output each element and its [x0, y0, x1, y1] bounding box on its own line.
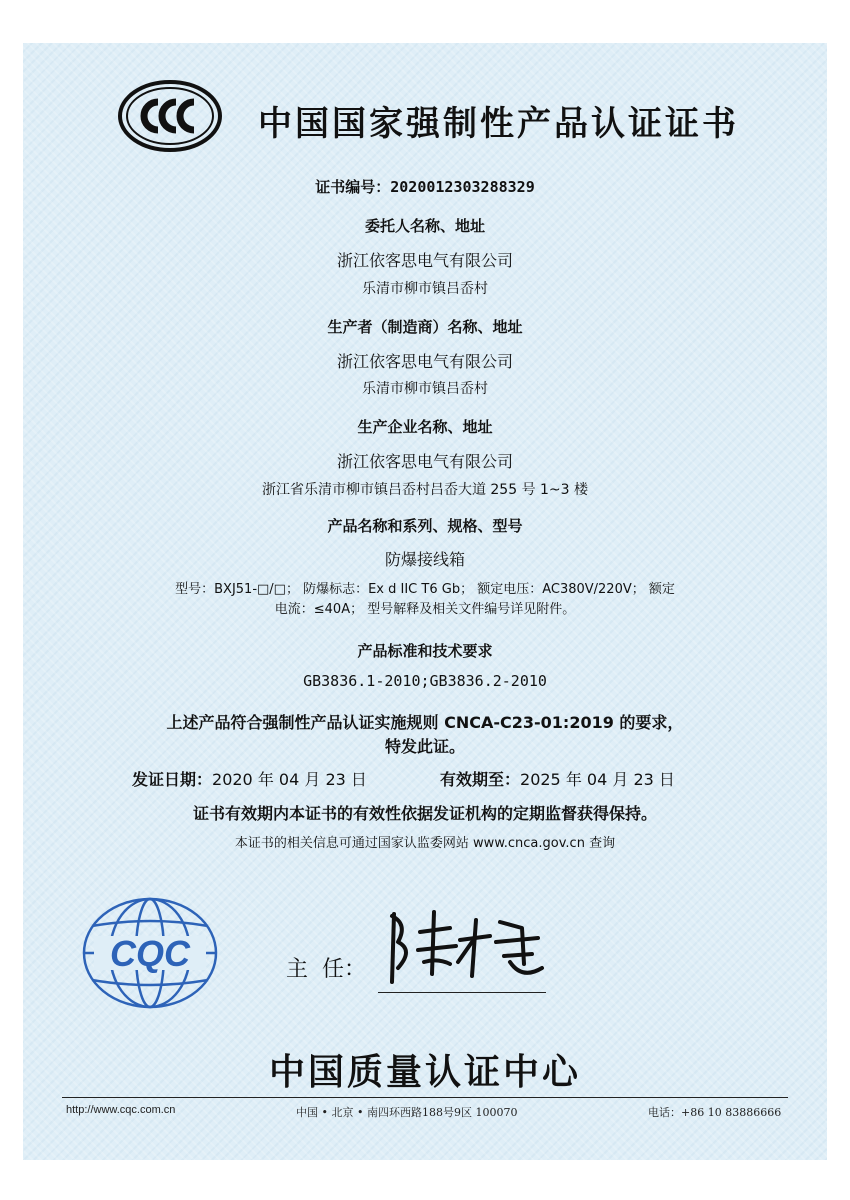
director-label: 主 任： [286, 957, 366, 982]
certificate-number: 2020012303288329 [390, 178, 535, 196]
cqc-seal-text: CQC [110, 933, 190, 974]
product-spec-line2: 电流：≤40A； 型号解释及相关文件编号详见附件。 [274, 602, 576, 617]
certificate-title: 中国国家强制性产品认证证书 [258, 104, 739, 144]
client-name: 浙江依客思电气有限公司 [336, 251, 513, 270]
footer-divider [62, 1097, 788, 1098]
statement-line2: 特发此证。 [384, 737, 465, 756]
ccc-logo [118, 80, 222, 152]
footer-phone: 电话：+86 10 83886666 [648, 1106, 782, 1119]
product-heading: 产品名称和系列、规格、型号 [327, 517, 523, 535]
issue-date-label: 发证日期： [132, 770, 213, 789]
manufacturer-name: 浙江依客思电气有限公司 [336, 352, 513, 371]
expiry-date-label: 有效期至： [440, 770, 521, 789]
statement-line1: 上述产品符合强制性产品认证实施规则 CNCA-C23-01:2019 的要求， [166, 713, 684, 732]
factory-heading: 生产企业名称、地址 [357, 418, 493, 436]
client-address: 乐清市柳市镇吕岙村 [362, 281, 488, 297]
standards-heading: 产品标准和技术要求 [357, 642, 493, 660]
issue-date-row [132, 767, 367, 790]
product-name: 防爆接线箱 [384, 550, 465, 569]
standards-value: GB3836.1-2010;GB3836.2-2010 [303, 672, 547, 690]
expiry-date-row [440, 767, 675, 790]
manufacturer-heading: 生产者（制造商）名称、地址 [327, 318, 523, 336]
query-note: 本证书的相关信息可通过国家认监委网站 www.cnca.gov.cn 查询 [234, 836, 616, 851]
issue-date-value: 2020 年 04 月 23 日 [212, 770, 367, 789]
cqc-seal [80, 896, 220, 1011]
signature-line [378, 992, 546, 993]
factory-address: 浙江省乐清市柳市镇吕岙村吕岙大道 255 号 1~3 楼 [261, 482, 589, 498]
validity-note: 证书有效期内本证书的有效性依据发证机构的定期监督获得保持。 [192, 804, 657, 823]
footer-website: http://www.cqc.com.cn [66, 1104, 176, 1116]
expiry-date-value: 2025 年 04 月 23 日 [520, 770, 675, 789]
issuer-name: 中国质量认证中心 [268, 1052, 581, 1093]
certificate-number-row [0, 176, 850, 197]
product-spec-line1: 型号：BXJ51-□/□； 防爆标志：Ex d IIC T6 Gb； 额定电压：AC380V/220V； 额定 [175, 582, 675, 597]
factory-name: 浙江依客思电气有限公司 [336, 452, 513, 471]
director-signature [372, 902, 552, 992]
manufacturer-address: 乐清市柳市镇吕岙村 [362, 381, 488, 397]
certificate-number-label: 证书编号： [315, 178, 391, 196]
client-heading: 委托人名称、地址 [364, 217, 485, 235]
footer-address: 中国 • 北京 • 南四环西路188号9区 100070 [296, 1106, 518, 1119]
